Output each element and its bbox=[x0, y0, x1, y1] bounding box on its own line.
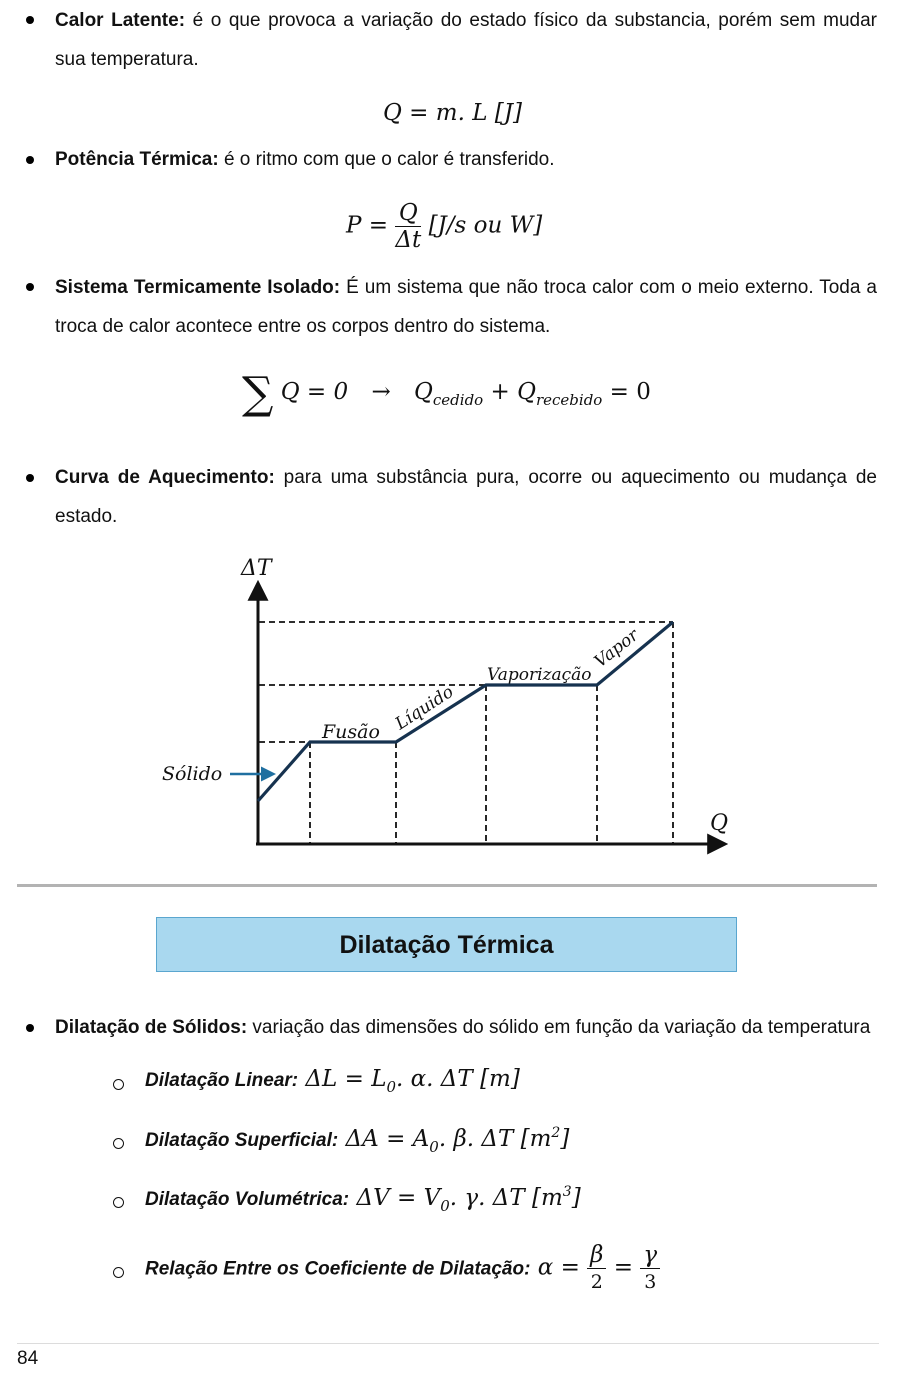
section-divider bbox=[17, 884, 877, 887]
formula-linear: ΔL = L bbox=[305, 1066, 387, 1092]
fraction-denominator: 2 bbox=[590, 1271, 603, 1293]
dilatacao-linear-label: Dilatação Linear: bbox=[145, 1070, 299, 1091]
dilatacao-superficial bbox=[145, 1125, 569, 1156]
fraction-numerator: β bbox=[587, 1242, 606, 1269]
potencia-text: é o ritmo com que o calor é transferido. bbox=[218, 149, 555, 170]
plus-sign: + bbox=[490, 379, 510, 405]
formula-volumetrica: ΔV = V bbox=[356, 1185, 441, 1211]
formula-equals: = bbox=[409, 100, 429, 126]
dilatacao-superficial-label: Dilatação Superficial: bbox=[145, 1130, 339, 1151]
relacao-coeficientes bbox=[145, 1242, 660, 1295]
fraction-numerator: γ bbox=[640, 1242, 660, 1269]
superscript-two: 2 bbox=[551, 1125, 561, 1141]
calor-latente-paragraph bbox=[55, 1, 877, 79]
sub-bullet bbox=[113, 1079, 124, 1090]
formula-unit: [J] bbox=[494, 100, 522, 126]
subscript-zero: 0 bbox=[440, 1197, 450, 1215]
dilatacao-volumetrica-label: Dilatação Volumétrica: bbox=[145, 1189, 350, 1210]
subscript-zero: 0 bbox=[386, 1078, 397, 1096]
solidos-term: Dilatação de Sólidos: bbox=[55, 1017, 248, 1038]
sub-bullet bbox=[113, 1267, 124, 1278]
sub-bullet bbox=[113, 1138, 124, 1149]
formula-p: P bbox=[346, 212, 362, 239]
sub-bullet bbox=[113, 1197, 124, 1208]
formula-q-cedido: Q bbox=[414, 379, 433, 405]
page-number: 84 bbox=[17, 1348, 39, 1369]
bullet bbox=[26, 156, 34, 164]
bullet bbox=[26, 16, 34, 24]
bracket-close: ] bbox=[560, 1126, 570, 1152]
label-vaporizacao: Vaporização bbox=[487, 665, 592, 685]
formula-superficial: ΔA = A bbox=[345, 1126, 430, 1152]
latent-heat-formula bbox=[383, 100, 522, 126]
formula-superficial-rest: . β. ΔT [m bbox=[438, 1126, 552, 1152]
solidos-text: variação das dimensões do sólido em função da variação da temperatura bbox=[247, 1017, 871, 1038]
label-vapor: Vapor bbox=[590, 625, 643, 672]
fraction-numerator: Q bbox=[395, 200, 421, 227]
sum-symbol: ∑ bbox=[242, 368, 274, 419]
sistema-text: É um sistema que não troca calor com o meio externo. Toda a troca de calor acontece entre os corpos dentro do sistema. bbox=[55, 277, 877, 337]
section-title: Dilatação Térmica bbox=[156, 917, 737, 972]
label-liquido: Líquido bbox=[391, 681, 458, 735]
superscript-three: 3 bbox=[562, 1184, 572, 1200]
heating-curve-diagram bbox=[0, 540, 909, 860]
footer-divider bbox=[17, 1343, 879, 1344]
subscript-recebido: recebido bbox=[535, 391, 603, 409]
formula-sum-q: Q = 0 bbox=[280, 379, 349, 405]
formula-equals-zero: = 0 bbox=[609, 379, 651, 405]
fraction-denominator: 3 bbox=[644, 1271, 657, 1293]
bullet bbox=[26, 1024, 34, 1032]
formula-unit: [J/s ou W] bbox=[428, 212, 543, 239]
formula-ml: m. L bbox=[435, 100, 488, 126]
isolated-system-formula bbox=[242, 368, 651, 419]
formula-volumetrica-rest: . γ. ΔT [m bbox=[449, 1185, 563, 1211]
label-fusao: Fusão bbox=[322, 721, 380, 743]
potencia-term: Potência Térmica: bbox=[55, 149, 219, 170]
formula-linear-rest: . α. ΔT [m] bbox=[396, 1066, 520, 1092]
label-solido: Sólido bbox=[162, 763, 223, 785]
y-axis-label: ΔT bbox=[241, 556, 272, 581]
bullet bbox=[26, 283, 34, 291]
curva-paragraph bbox=[55, 458, 877, 536]
fraction-beta bbox=[587, 1242, 606, 1295]
arrow-icon: → bbox=[371, 379, 391, 405]
calor-latente-term: Calor Latente: bbox=[55, 10, 186, 31]
equals-sign: = bbox=[560, 1254, 580, 1281]
subscript-zero: 0 bbox=[429, 1138, 439, 1156]
fraction-denominator: Δt bbox=[395, 227, 422, 253]
subscript-cedido: cedido bbox=[432, 391, 484, 409]
dilatacao-volumetrica bbox=[145, 1184, 581, 1215]
formula-q-recebido: Q bbox=[517, 379, 536, 405]
fraction-gamma bbox=[640, 1242, 660, 1295]
formula-q: Q bbox=[383, 100, 402, 126]
bullet bbox=[26, 474, 34, 482]
sistema-term: Sistema Termicamente Isolado: bbox=[55, 277, 341, 298]
curva-text: para uma substância pura, ocorre ou aquecimento ou mudança de estado. bbox=[55, 467, 877, 527]
calor-latente-text: é o que provoca a variação do estado físico da substancia, porém sem mudar sua temperatura. bbox=[55, 10, 878, 70]
power-formula bbox=[346, 200, 542, 253]
potencia-paragraph bbox=[55, 140, 877, 179]
x-axis-label: Q bbox=[710, 811, 729, 836]
sistema-paragraph bbox=[55, 268, 877, 346]
dilatacao-linear bbox=[145, 1066, 520, 1096]
fraction bbox=[395, 200, 421, 253]
equals-sign: = bbox=[613, 1254, 634, 1281]
formula-equals: = bbox=[368, 212, 389, 239]
bracket-close: ] bbox=[571, 1185, 581, 1211]
alpha-symbol: α bbox=[537, 1254, 554, 1281]
solidos-paragraph bbox=[55, 1008, 877, 1047]
curva-term: Curva de Aquecimento: bbox=[55, 467, 275, 488]
relacao-label: Relação Entre os Coeficiente de Dilatação: bbox=[145, 1258, 531, 1280]
